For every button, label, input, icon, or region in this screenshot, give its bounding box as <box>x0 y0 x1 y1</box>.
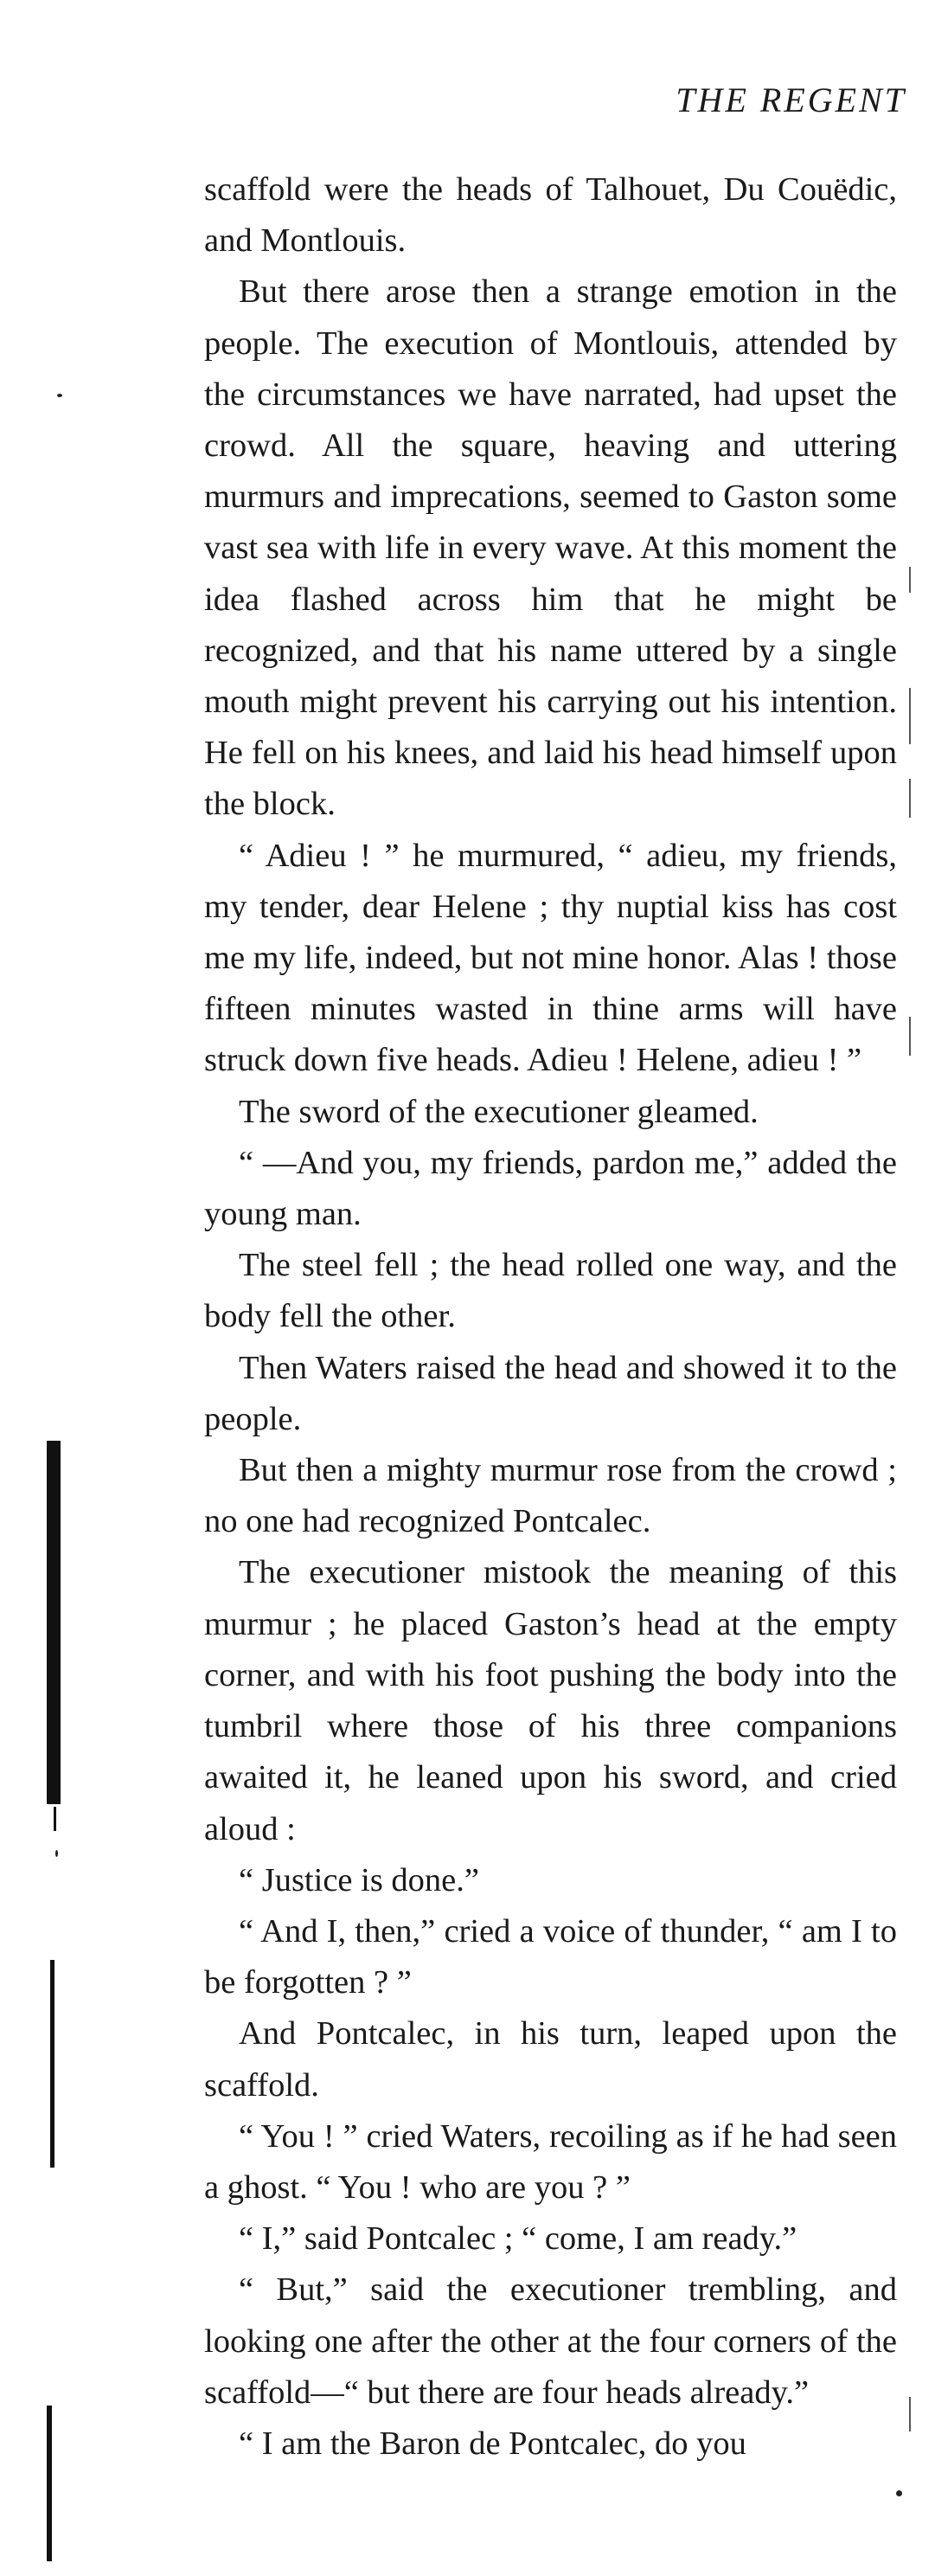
body-text <box>204 164 897 2470</box>
paragraph-10: “ Justice is done.” <box>239 1861 479 1898</box>
paragraph-9: The executioner mistook the meaning of this murmur ; he placed Gaston’s head at the empty corner, and with his foot pushing the body into the tumbril where those of his three companions awaited it, he leaned upon his sword, and cried aloud : <box>204 1554 897 1847</box>
paragraph-5: “ —And you, my friends, pardon me,” added the young man. <box>204 1144 897 1233</box>
scan-edge-bar-middle <box>50 1960 54 2168</box>
paragraph-1: scaffold were the heads of Talhouet, Du Couëdic, and Montlouis. <box>204 171 897 260</box>
paragraph-3: “ Adieu ! ” he murmured, “ adieu, my friends, my tender, dear Helene ; thy nuptial kiss has cost me my life, indeed, but not mine honor. Alas ! those fifteen minutes wasted in thine arms will have struck down five heads. Adieu ! Helene, adieu ! ” <box>204 837 897 1079</box>
paragraph-13: “ You ! ” cried Waters, recoiling as if he had seen a ghost. “ You ! who are you ? ” <box>204 2117 897 2206</box>
scan-right-rule <box>909 779 911 818</box>
paragraph-4: The sword of the executioner gleamed. <box>239 1093 759 1130</box>
scan-right-rule <box>909 688 911 744</box>
scan-right-rule <box>909 1017 911 1056</box>
paragraph-7: Then Waters raised the head and showed it to the people. <box>204 1349 897 1437</box>
paragraph-6: The steel fell ; the head rolled one way, and the body fell the other. <box>204 1247 897 1335</box>
paragraph-8: But then a mighty murmur rose from the crowd ; no one had recognized Pontcalec. <box>204 1452 897 1540</box>
running-head: THE REGENT <box>676 80 906 119</box>
paragraph-11: “ And I, then,” cried a voice of thunder, “ am I to be forgotten ? ” <box>204 1912 897 2001</box>
scan-edge-bar-lower <box>47 2406 52 2561</box>
paragraph-14: “ I,” said Pontcalec ; “ come, I am ready.” <box>239 2220 797 2258</box>
scan-right-rule <box>909 567 911 593</box>
scan-speck <box>57 394 62 397</box>
paragraph-2: But there arose then a strange emotion in the people. The execution of Montlouis, attended by the circumstances we have narrated, had upset the crowd. All the square, heaving and uttering murmurs and imprecations, seemed to Gaston some vast sea with life in every wave. At this moment the idea flashed across him that he might be recognized, and that his name uttered by a single mouth might prevent his carrying out his intention. He fell on his knees, and laid his head himself upon the block. <box>204 273 897 823</box>
scan-edge-bar-upper <box>47 1441 61 1804</box>
scan-speck <box>55 1850 58 1857</box>
paragraph-15: “ But,” said the executioner trembling, and looking one after the other at the four corners of the scaffold—“ but there are four heads already.” <box>204 2271 897 2411</box>
scan-right-rule <box>909 2397 911 2431</box>
scan-speck <box>896 2490 902 2496</box>
scan-edge-tick <box>54 1807 56 1831</box>
paragraph-16: “ I am the Baron de Pontcalec, do you <box>239 2425 746 2462</box>
paragraph-12: And Pontcalec, in his turn, leaped upon the scaffold. <box>204 2015 897 2104</box>
